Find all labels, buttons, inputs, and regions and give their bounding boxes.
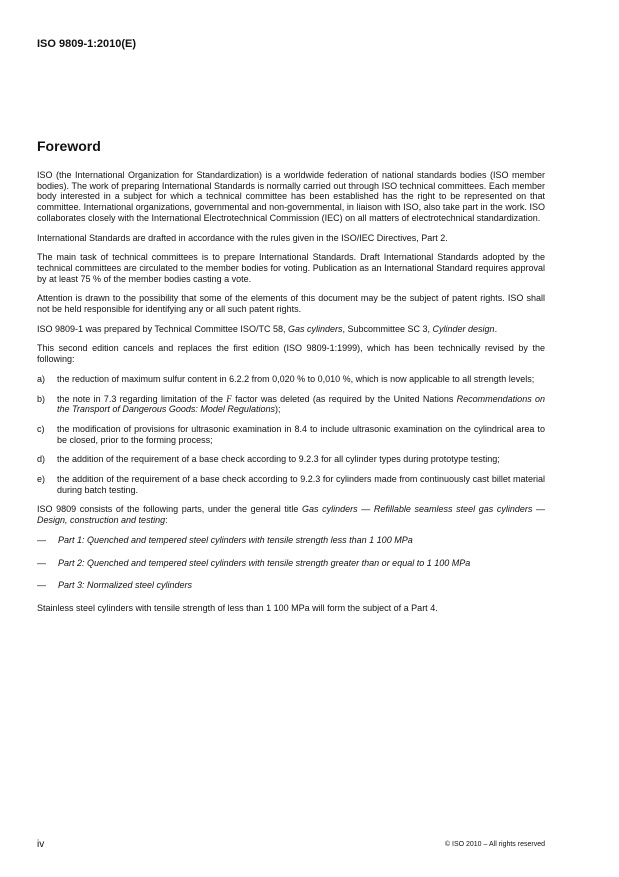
- part-title: Part 2: Quenched and tempered steel cylinders with tensile strength greater than or equal to 1 100 MPa: [58, 557, 471, 568]
- foreword-section: [37, 138, 545, 623]
- list-item: [37, 454, 545, 465]
- part-title: Part 1: Quenched and tempered steel cylinders with tensile strength less than 1 100 MPa: [58, 534, 413, 545]
- dash-marker: —: [37, 580, 46, 591]
- list-item: [37, 424, 545, 445]
- paragraph-parts-intro: [37, 504, 545, 525]
- list-marker: b): [37, 393, 46, 404]
- f-factor-symbol: F: [226, 393, 232, 404]
- list-text: the addition of the requirement of a base check according to 9.2.3 for all cylinder types during prototype testing;: [57, 454, 500, 465]
- colon: :: [165, 515, 168, 526]
- note-text: the note in 7.3 regarding limitation of the: [57, 393, 227, 404]
- list-text: the modification of provisions for ultrasonic examination in 8.4 to include ultrasonic examination on the cylindrical area to be closed, prior to the forming process;: [57, 423, 545, 445]
- list-text: the reduction of maximum sulfur content in 6.2.2 from 0,020 % to 0,010 %, which is now applicable to all strength levels;: [57, 373, 535, 384]
- section-title: Foreword: [37, 138, 101, 154]
- general-title: Gas cylinders — Refillable seamless steel gas cylinders — Design, construction and testing: [37, 504, 545, 526]
- parts-intro-text: ISO 9809 consists of the following parts, under the general title: [37, 504, 302, 515]
- list-marker: d): [37, 454, 46, 465]
- paragraph-patent-rights: Attention is drawn to the possibility that some of the elements of this document may be the subject of patent rights. ISO shall not be held responsible for identifying any or all such patent rights.: [37, 293, 545, 315]
- dash-marker: —: [37, 557, 46, 568]
- dash-marker: —: [37, 534, 46, 545]
- list-item: [37, 474, 545, 495]
- paragraph-stainless-steel: Stainless steel cylinders with tensile strength of less than 1 100 MPa will form the subject of a Part 4.: [37, 602, 438, 613]
- period: .: [494, 323, 498, 334]
- list-item: [37, 394, 545, 415]
- list-item: [37, 535, 545, 546]
- paragraph-committees-task: The main task of technical committees is to prepare International Standards. Draft International Standards adopted by the technical committees are circulated to the member bodies for voting. Publication as an International Standard requires approval by at least 75 % of the member bodies casting a vote.: [37, 252, 545, 284]
- list-text: the addition of the requirement of a base check according to 9.2.3 for cylinders made from continuously cast billet material during batch testing.: [57, 474, 545, 495]
- parts-list: [37, 535, 545, 591]
- document-id-header: ISO 9809-1:2010(E): [37, 38, 137, 50]
- gas-cylinders-title: Gas cylinders: [287, 323, 343, 334]
- part-title: Part 3: Normalized steel cylinders: [58, 580, 193, 591]
- list-text: [57, 394, 545, 415]
- list-marker: e): [37, 474, 46, 485]
- note-text-end: );: [274, 404, 281, 415]
- page-number: iv: [37, 839, 45, 850]
- list-item: [37, 580, 545, 591]
- paragraph-second-edition: This second edition cancels and replaces the first edition (ISO 9809-1:1999), which has been technically revised by the following:: [37, 343, 545, 365]
- note-text-cont: factor was deleted (as required by the United Nations: [231, 393, 457, 404]
- paragraph-iso-intro: ISO (the International Organization for Standardization) is a worldwide federation of national standards bodies (ISO member bodies). The work of preparing International Standards is normally carried out through ISO technical committees. Each member body interested in a subject for which a technical committee has been established has the right to be represented on that committee. International organizations, governmental and non-governmental, in liaison with ISO, also take part in the work. ISO collaborates closely with the International Electrotechnical Commission (IEC) on all matters of electrotechnical standardization.: [37, 170, 545, 223]
- list-item: [37, 374, 545, 385]
- un-recommendations-title: Recommendations on the Transport of Dangerous Goods: Model Regulations: [57, 393, 545, 415]
- list-marker: a): [37, 373, 46, 384]
- list-item: [37, 558, 545, 569]
- subcommittee-text: , Subcommittee SC 3,: [342, 323, 433, 334]
- cylinder-design-title: Cylinder design: [432, 323, 495, 334]
- prepared-by-text: ISO 9809-1 was prepared by Technical Committee ISO/TC 58,: [37, 323, 288, 334]
- paragraph-directives: International Standards are drafted in accordance with the rules given in the ISO/IEC Directives, Part 2.: [37, 232, 448, 243]
- list-marker: c): [37, 423, 45, 434]
- revision-list: [37, 374, 545, 496]
- paragraph-prepared-by: [37, 324, 545, 335]
- copyright-notice: © ISO 2010 – All rights reserved: [444, 841, 545, 848]
